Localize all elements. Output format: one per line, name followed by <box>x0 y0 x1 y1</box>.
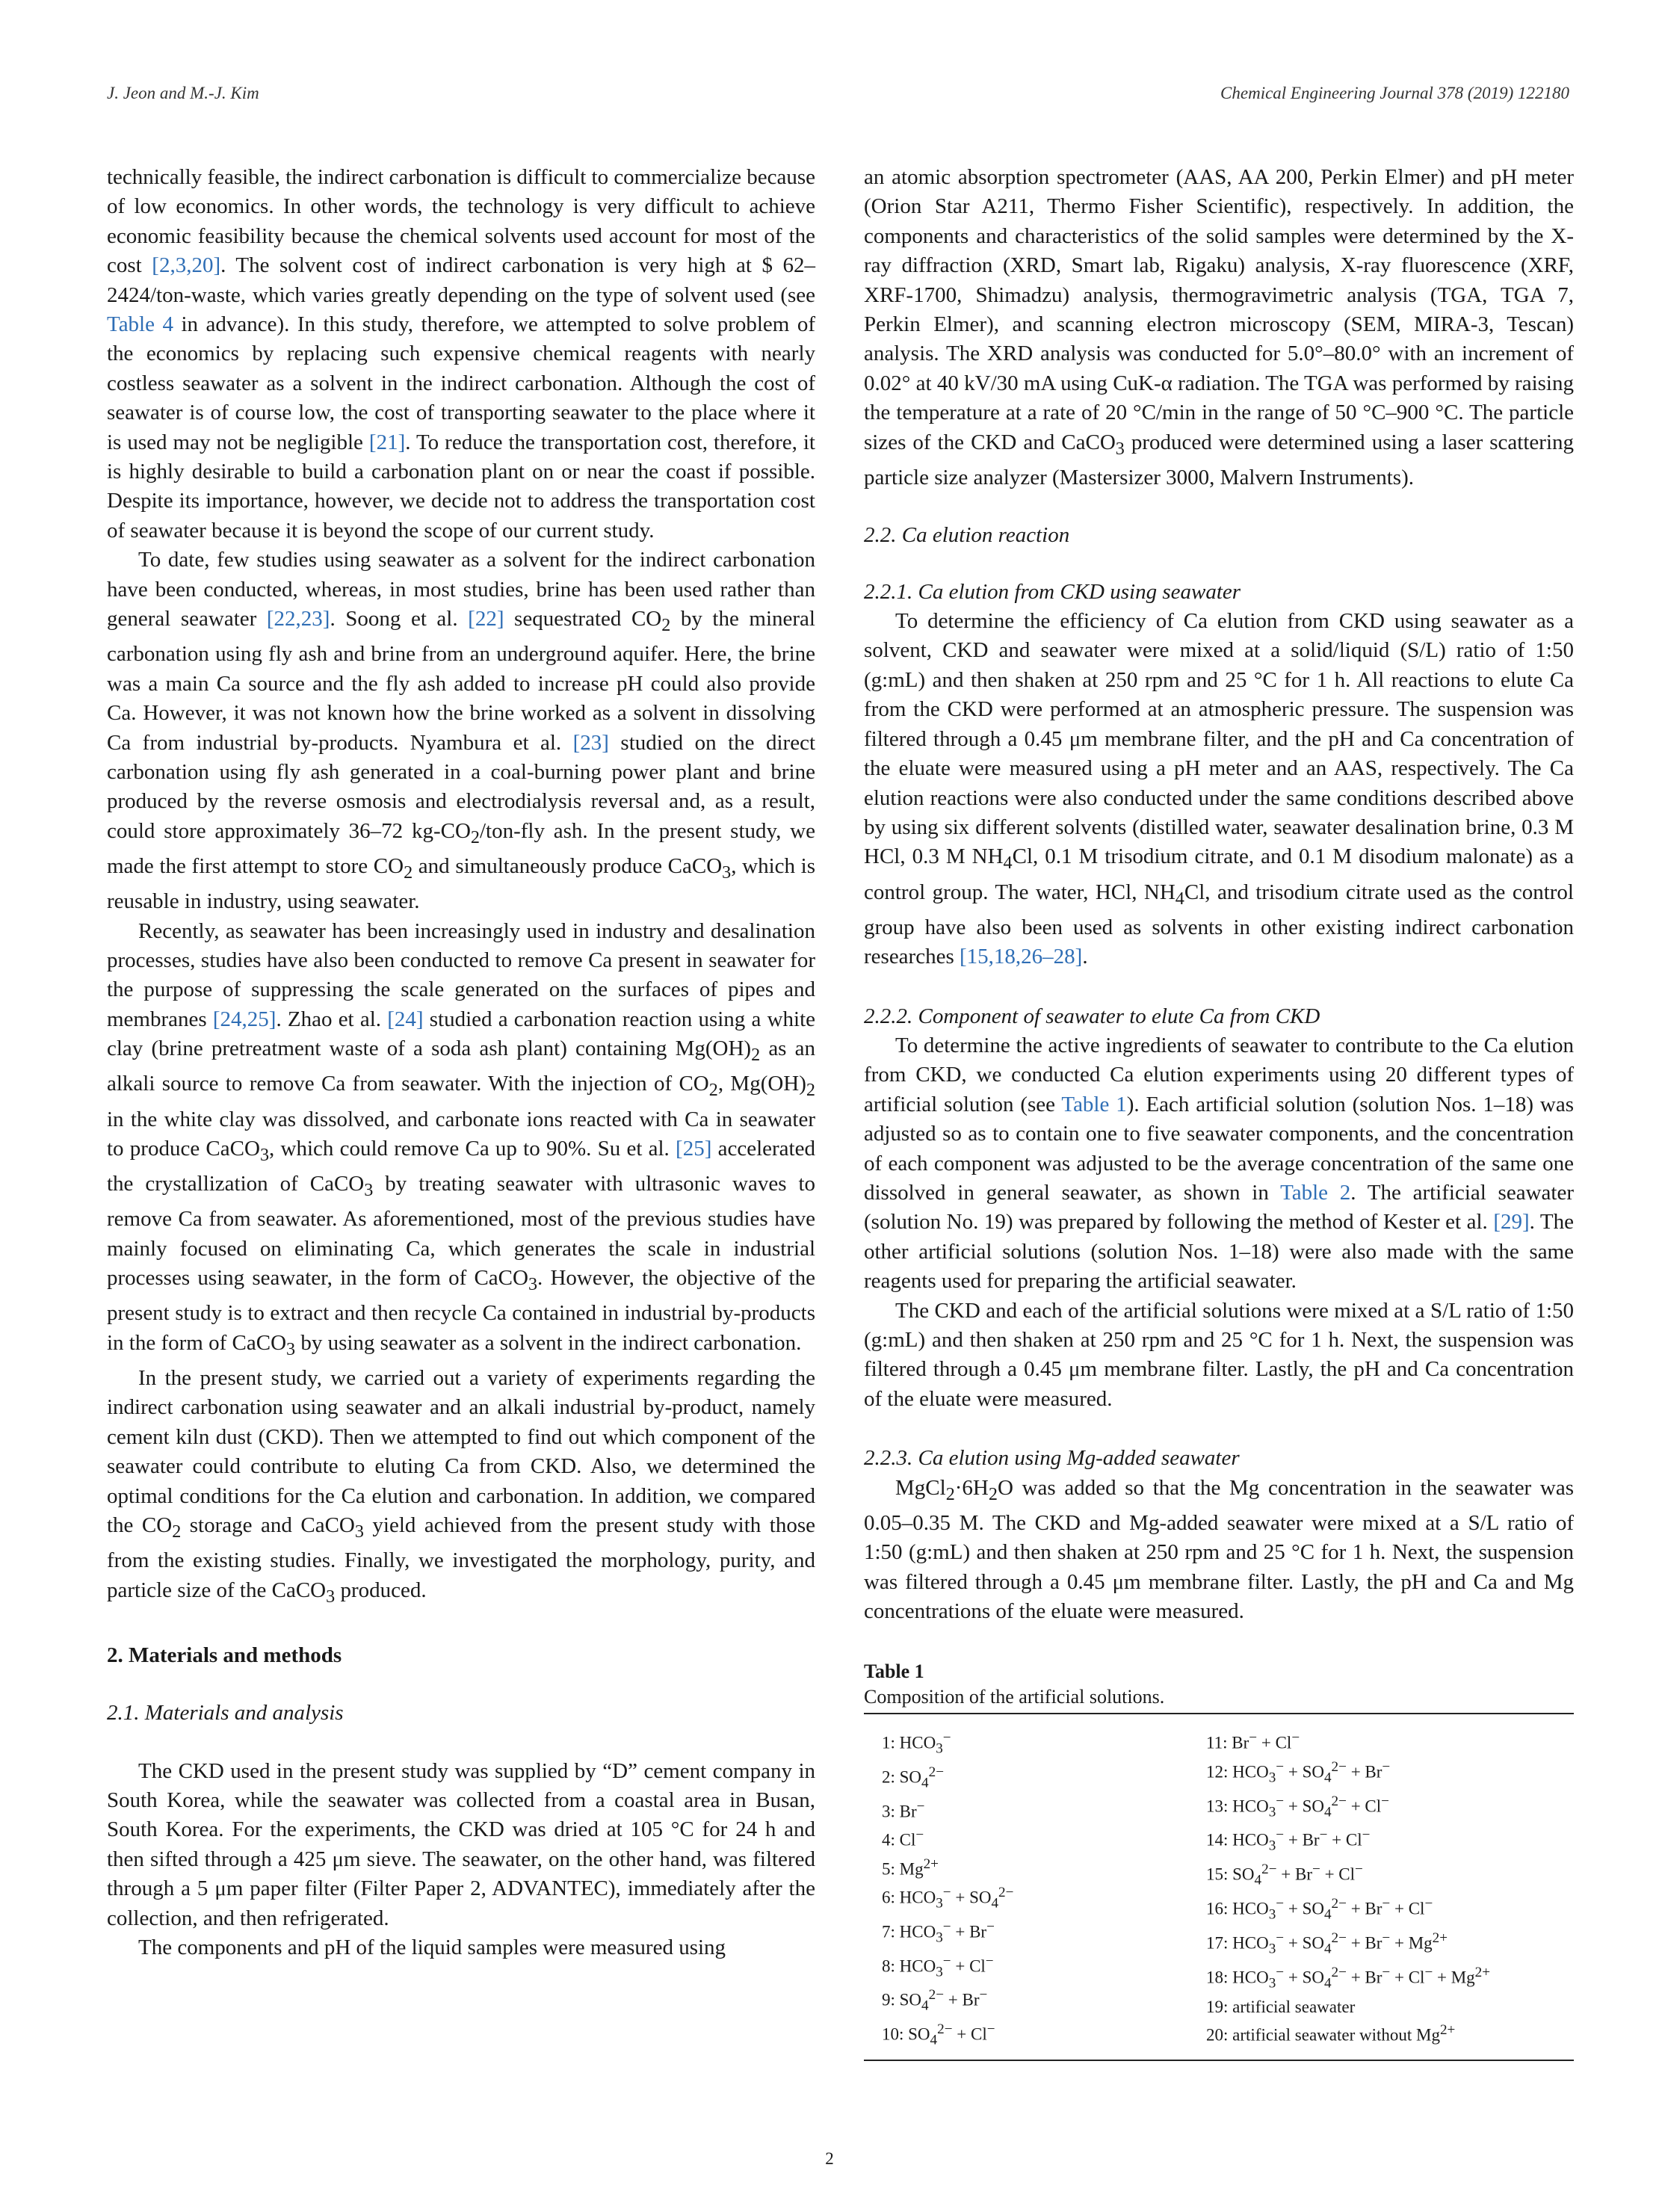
table-body <box>864 1714 1574 2060</box>
page-number: 2 <box>825 2149 834 2168</box>
paragraph: $MgCl_2\cdot 6H_2O$ was added so that the Mg concentration in the seawater was 0.05–0.35 M. The CKD and Mg-added seawater were mixed at a S/L ratio of 1:50 (g:mL) and then shaken at 250 rpm and 25 °C for 1 h. Next, the suspension was filtered through a 0.45 μm membrane filter. Lastly, the pH and Ca and Mg concentrations of the eluate were measured. <box>864 1475 1574 1624</box>
paragraph: In the present study, we carried out a variety of experiments regarding the indirect carbonation using seawater and an alkali industrial by-product, namely cement kiln dust (CKD). Then we attempted to find out which component of the seawater could contribute to eluting Ca from CKD. Also, we determined the optimal conditions for the Ca elution and carbonation. In addition, we compared the $CO_2$ storage and CaCO$_3$ yield achieved from the present study with those from the existing studies. Finally, we investigated the morphology, purity, and particle size of the CaCO$_3$ produced. <box>107 1366 815 1607</box>
table-title: Table 1 <box>864 1660 924 1683</box>
table-row: 15: $SO_4^{2-} + Br^- + Cl^-$ <box>1206 1862 1363 1888</box>
running-header-authors: J. Jeon and M.-J. Kim <box>107 84 259 102</box>
table-row: 2: $SO_4^{2-}$ <box>882 1764 945 1791</box>
running-header-journal: Chemical Engineering Journal 378 (2019) 122180 <box>1220 84 1569 102</box>
table-row: 19: artificial seawater <box>1206 1997 1356 2016</box>
citation-link[interactable]: [21] <box>368 430 406 454</box>
subsubsection-heading: 2.2.1. Ca elution from CKD using seawater <box>864 579 1241 604</box>
table-row: 14: $HCO_3^- + Br^- + Cl^-$ <box>1206 1827 1371 1854</box>
paragraph: To date, few studies using seawater as a solvent for the indirect carbonation have been conducted, whereas, in most studies, brine has been used rather than general seawater [22,23]. Soong et al. [22] sequestrated $CO_2$ by the mineral carbonation using fly ash and brine from an underground aquifer. Here, the brine was a main Ca source and the fly ash added to increase pH could also provide Ca. However, it was not known how the brine worked as a solvent in dissolving Ca from industrial by-products. Nyambura et al. [23] studied on the direct carbonation using fly ash generated in a coal-burning power plant and brine produced by the reverse osmosis and electrodialysis reversal and, as a result, could store approximately 36–72 $kg-CO_2/ton$-fly ash. In the present study, we made the first attempt to store $CO_2$ and simultaneously produce CaCO$_3$, which is reusable in industry, using seawater. <box>107 548 815 914</box>
table-row: 5: $Mg^{2+}$ <box>882 1856 939 1879</box>
subsection-heading: 2.2. Ca elution reaction <box>864 523 1070 548</box>
table-bottom-rule <box>864 2060 1574 2061</box>
citation-link[interactable]: [29] <box>1493 1210 1530 1235</box>
table-link[interactable]: Table 4 <box>107 312 173 337</box>
table-row: 12: $HCO_3^- + SO_4^{2-} + Br^-$ <box>1206 1758 1391 1785</box>
paragraph: Recently, as seawater has been increasingly used in industry and desalination processes, studies have also been conducted to remove Ca present in seawater for the purpose of suppressing the scale generated on the surfaces of pipes and membranes [24,25]. Zhao et al. [24] studied a carbonation reaction using a white clay (brine pretreatment waste of a soda ash plant) containing $Mg(OH)_2$ as an alkali source to remove Ca from seawater. With the injection of $CO_2$, $Mg(OH)_2$ in the white clay was dissolved, and carbonate ions reacted with Ca in seawater to produce CaCO$_3$, which could remove Ca up to 90%. Su et al. [25] accelerated the crystallization of CaCO$_3$ by treating seawater with ultrasonic waves to remove Ca from seawater. As aforementioned, most of the previous studies have mainly focused on eliminating Ca, which generates the scale in industrial processes using seawater, in the form of CaCO$_3$. However, the objective of the present study is to extract and then recycle Ca contained in industrial by-products in the form of CaCO$_3$ by using seawater as a solvent in the indirect carbonation. <box>107 918 816 1359</box>
table-row: 6: $HCO_3^- + SO_4^{2-}$ <box>882 1884 1014 1912</box>
table-row: 3: Br− <box>882 1799 925 1821</box>
table-row: 9: $SO_4^{2-} + Br^-$ <box>882 1987 988 2014</box>
section-heading: 2. Materials and methods <box>107 1643 342 1667</box>
citation-link[interactable]: [23] <box>572 730 609 755</box>
right-column <box>864 163 1574 2061</box>
table-column-left <box>882 1726 1206 2052</box>
paragraph: To determine the active ingredients of seawater to contribute to the Ca elution from CKD, we conducted Ca elution experiments using 20 different types of artificial solution (see Table 1). Each artificial solution (solution Nos. 1–18) was adjusted so as to contain one to five seawater components, and the concentration of each component was adjusted to be the average concentration of the same one dissolved in general seawater, as shown in Table 2. The artificial seawater (solution No. 19) was prepared by following the method of Kester et al. [29]. The other artificial solutions (solution Nos. 1–18) were also made with the same reagents used for preparing the artificial seawater. <box>864 1033 1575 1294</box>
paragraph: The CKD used in the present study was supplied by “D” cement company in South Korea, while the seawater was collected from a coastal area in Busan, South Korea. For the experiments, the CKD was dried at 105 °C for 24 h and then sifted through a 425 μm sieve. The seawater, on the other hand, was filtered through a 5 μm paper filter (Filter Paper 2, ADVANTEC), immediately after the collection, and then refrigerated. <box>107 1758 815 1930</box>
subsubsection-heading: 2.2.2. Component of seawater to elute Ca from CKD <box>864 1004 1320 1028</box>
left-column <box>107 163 815 1963</box>
citation-link[interactable]: [24,25] <box>212 1007 276 1031</box>
table-row: 1: $HCO_3^-$ <box>882 1730 951 1757</box>
table-link[interactable]: Table 1 <box>1061 1092 1127 1116</box>
paragraph: an atomic absorption spectrometer (AAS, AA 200, Perkin Elmer) and pH meter (Orion Star A211, Thermo Fisher Scientific), respectively. In addition, the components and characteristics of the solid samples were determined by the X-ray diffraction (XRD, Smart lab, Rigaku) analysis, X-ray fluorescence (XRF, XRF-1700, Shimadzu) analysis, thermogravimetric analysis (TGA, TGA 7, Perkin Elmer), and scanning electron microscopy (SEM, MIRA-3, Tescan) analysis. The XRD analysis was conducted for 5.0°–80.0° with an increment of 0.02° at 40 kV/30 mA using CuK-α radiation. The TGA was performed by raising the temperature at a rate of 20 °C/min in the range of 50 °C–900 °C. The particle sizes of the CKD and CaCO$_3$ produced were determined using a laser scattering particle size analyzer (Mastersizer 3000, Malvern Instruments). <box>864 165 1574 489</box>
paragraph: The CKD and each of the artificial solutions were mixed at a S/L ratio of 1:50 (g:mL) and then shaken at 250 rpm and 25 °C for 1 h. Next, the suspension was filtered through a 0.45 μm membrane filter. Lastly, the pH and Ca concentration of the eluate were measured. <box>864 1298 1574 1411</box>
table-row: 20: artificial seawater without $Mg^{2+}$ <box>1206 2022 1456 2045</box>
subsubsection-heading: 2.2.3. Ca elution using Mg-added seawater <box>864 1446 1240 1471</box>
citation-link[interactable]: [24] <box>387 1007 424 1031</box>
citation-link[interactable]: [25] <box>676 1136 712 1161</box>
paragraph: To determine the efficiency of Ca elution from CKD using seawater as a solvent, CKD and seawater were mixed at a solid/liquid (S/L) ratio of 1:50 (g:mL) and then shaken at 250 rpm and 25 °C for 1 h. All reactions to elute Ca from the CKD were performed at an atmospheric pressure. The suspension was filtered through a 0.45 μm membrane filter, and the pH and Ca concentration of the eluate were measured using a pH meter and an AAS, respectively. The Ca elution reactions were also conducted under the same conditions described above by using six different solvents (distilled water, seawater desalination brine, 0.3 M HCl, 0.3 M $NH_4Cl$, 0.1 M trisodium citrate, and 0.1 M disodium malonate) as a control group. The water, HCl, $NH_4Cl$, and trisodium citrate used as the control group have also been used as solvents in other existing indirect carbonation researches [15,18,26–28]. <box>864 609 1575 969</box>
table-row: 13: $HCO_3^- + SO_4^{2-} + Cl^-$ <box>1206 1793 1389 1820</box>
citation-link[interactable]: [2,3,20] <box>152 253 221 278</box>
table-caption: Composition of the artificial solutions. <box>864 1686 1165 1708</box>
subsection-heading: 2.1. Materials and analysis <box>107 1701 344 1726</box>
table-row: 10: $SO_4^{2-} + Cl^-$ <box>882 2021 995 2048</box>
citation-link[interactable]: [22] <box>468 607 504 631</box>
table-row: 7: $HCO_3^- + Br^-$ <box>882 1918 995 1945</box>
table-row: 18: $HCO_3^- + SO_4^{2-} + Br^- + Cl^- + Mg^{2+}$ <box>1206 1964 1491 1992</box>
citation-link[interactable]: [15,18,26–28] <box>960 945 1083 969</box>
paragraph: technically feasible, the indirect carbonation is difficult to commercialize because of low economics. In other words, the technology is very difficult to achieve economic feasibility because the chemical solvents used account for most of the cost [2,3,20]. The solvent cost of indirect carbonation is very high at $ 62–2424/ton-waste, which varies greatly depending on the type of solvent used (see Table 4 in advance). In this study, therefore, we attempted to solve problem of the economics by replacing such expensive chemical reagents with nearly costless seawater as a solvent in the indirect carbonation. Although the cost of seawater is of course low, the cost of transporting seawater to the place where it is used may not be negligible [21]. To reduce the transportation cost, therefore, it is highly desirable to build a carbonation plant on or near the coast if possible. Despite its importance, however, we decide not to address the transportation cost of seawater because it is beyond the scope of our current study. <box>107 165 816 543</box>
table-column-right <box>1206 1726 1530 2052</box>
table-link[interactable]: Table 2 <box>1280 1180 1351 1205</box>
paragraph: The components and pH of the liquid samples were measured using <box>138 1936 726 1960</box>
citation-link[interactable]: [22,23] <box>266 607 330 631</box>
table-row: 16: $HCO_3^- + SO_4^{2-} + Br^- + Cl^-$ <box>1206 1896 1433 1923</box>
table-1 <box>864 1659 1574 2061</box>
table-row: 11: Br− + Cl− <box>1206 1730 1300 1753</box>
table-row: 4: Cl− <box>882 1827 924 1850</box>
table-row: 8: $HCO_3^- + Cl^-$ <box>882 1953 994 1980</box>
table-row: 17: $HCO_3^- + SO_4^{2-} + Br^- + Mg^{2+}$ <box>1206 1930 1448 1957</box>
